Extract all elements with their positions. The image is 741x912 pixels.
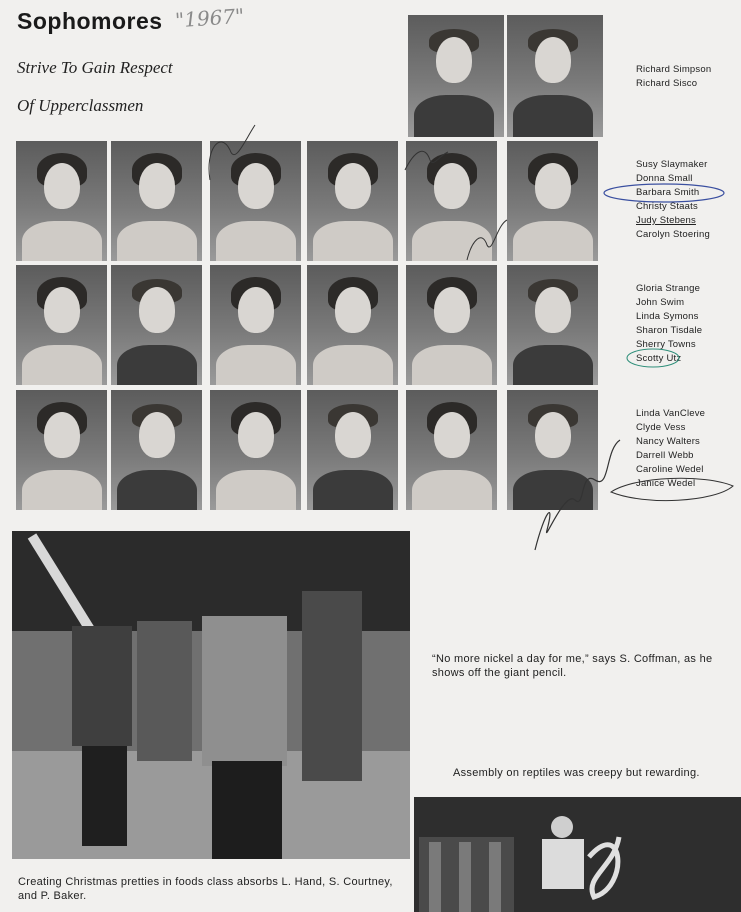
portrait-photo bbox=[307, 141, 398, 261]
portrait-photo bbox=[507, 141, 598, 261]
name-entry: Judy Stebens bbox=[636, 215, 696, 226]
names-row-1 bbox=[636, 63, 711, 91]
portrait-photo bbox=[507, 265, 598, 385]
handwritten-year: "1967" bbox=[174, 3, 246, 33]
portrait-photo bbox=[507, 15, 603, 137]
name-entry: Scotty Utz bbox=[636, 353, 682, 364]
page-title bbox=[17, 8, 163, 35]
portrait-photo bbox=[406, 390, 497, 510]
portrait-photo bbox=[16, 141, 107, 261]
portrait-photo bbox=[111, 265, 202, 385]
name-entry: Clyde Vess bbox=[636, 422, 686, 433]
portrait-photo bbox=[307, 265, 398, 385]
foods-class-photo bbox=[12, 531, 410, 859]
names-row-2 bbox=[636, 158, 710, 242]
portrait-photo bbox=[406, 265, 497, 385]
name-entry: Donna Small bbox=[636, 173, 693, 184]
caption-pencil-line-1: “No more nickel a day for me,” says S. Coffman, as he bbox=[432, 653, 713, 665]
caption-christmas: Creating Christmas pretties in foods class absorbs L. Hand, S. Courtney, and P. Baker. bbox=[18, 876, 393, 902]
name-entry: Richard Simpson bbox=[636, 64, 712, 75]
names-row-3 bbox=[636, 282, 702, 366]
name-entry: Darrell Webb bbox=[636, 450, 694, 461]
portrait-photo bbox=[210, 390, 301, 510]
assembly-stage-photo bbox=[414, 797, 741, 912]
name-entry: Carolyn Stoering bbox=[636, 229, 710, 240]
portrait-photo bbox=[507, 390, 598, 510]
portrait-photo bbox=[406, 141, 497, 261]
name-entry: Linda VanCleve bbox=[636, 408, 706, 419]
name-entry: Janice Wedel bbox=[636, 478, 696, 489]
name-entry: Gloria Strange bbox=[636, 283, 701, 294]
name-entry: John Swim bbox=[636, 297, 685, 308]
portrait-photo bbox=[16, 265, 107, 385]
page-title-text: Sophomores bbox=[17, 8, 163, 34]
caption-assembly: Assembly on reptiles was creepy but rewarding. bbox=[453, 767, 700, 779]
name-entry: Barbara Smith bbox=[636, 187, 700, 198]
name-entry: Christy Staats bbox=[636, 201, 698, 212]
caption-pencil-line-2: shows off the giant pencil. bbox=[432, 667, 567, 679]
portrait-photo bbox=[210, 265, 301, 385]
portrait-photo bbox=[307, 390, 398, 510]
subtitle-line-2: Of Upperclassmen bbox=[17, 96, 144, 115]
caption-pencil bbox=[432, 652, 737, 680]
name-entry: Linda Symons bbox=[636, 311, 699, 322]
names-row-4 bbox=[636, 407, 705, 491]
name-entry: Nancy Walters bbox=[636, 436, 701, 447]
name-entry: Richard Sisco bbox=[636, 78, 698, 89]
subtitle-line-1: Strive To Gain Respect bbox=[17, 58, 173, 77]
photo-drawing bbox=[12, 531, 410, 859]
portrait-photo bbox=[16, 390, 107, 510]
portrait-photo bbox=[111, 141, 202, 261]
portrait-photo bbox=[111, 390, 202, 510]
name-entry: Susy Slaymaker bbox=[636, 159, 708, 170]
stage-drawing bbox=[414, 797, 741, 912]
name-entry: Sharon Tisdale bbox=[636, 325, 703, 336]
name-entry: Sherry Towns bbox=[636, 339, 696, 350]
name-entry: Caroline Wedel bbox=[636, 464, 704, 475]
portrait-photo bbox=[210, 141, 301, 261]
portrait-photo bbox=[408, 15, 504, 137]
